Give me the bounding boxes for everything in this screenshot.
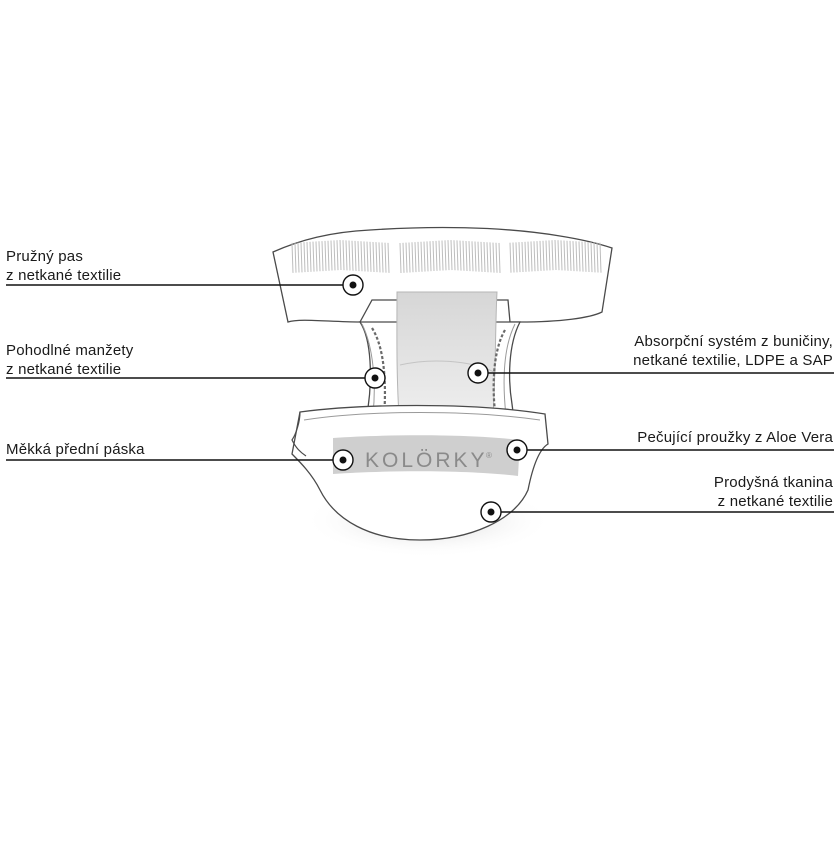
marker-aloe [507, 440, 527, 460]
callout-label-aloe [637, 428, 833, 447]
callout-cuffs-line-1: Pohodlné manžety [6, 342, 134, 359]
callout-back-line-1: Prodyšná tkanina [713, 474, 833, 491]
marker-core [468, 363, 488, 383]
callout-label-waist [6, 247, 121, 285]
brand-registered-mark: ® [486, 451, 492, 460]
callout-cuffs-line-2: z netkané textilie [6, 361, 122, 378]
callout-label-back [714, 473, 833, 511]
marker-back [481, 502, 501, 522]
marker-tape [333, 450, 353, 470]
callout-core-line-2: netkané textilie, LDPE a SAP [633, 352, 833, 369]
callout-tape-line-1: Měkká přední páska [6, 441, 145, 458]
callout-label-cuffs [6, 341, 133, 379]
callout-core-line-1: Absorpční systém z buničiny, [634, 333, 833, 350]
callout-label-tape [6, 440, 145, 459]
marker-waist [343, 275, 363, 295]
callout-back-line-2: z netkané textilie [717, 493, 833, 510]
callout-aloe-line-1: Pečující proužky z Aloe Vera [637, 429, 833, 446]
brand-logo-text: KOLÖRKY [365, 449, 488, 472]
callout-label-core [633, 332, 833, 370]
callout-waist-line-1: Pružný pas [6, 248, 84, 265]
callout-waist-line-2: z netkané textilie [6, 267, 122, 284]
marker-cuffs [365, 368, 385, 388]
